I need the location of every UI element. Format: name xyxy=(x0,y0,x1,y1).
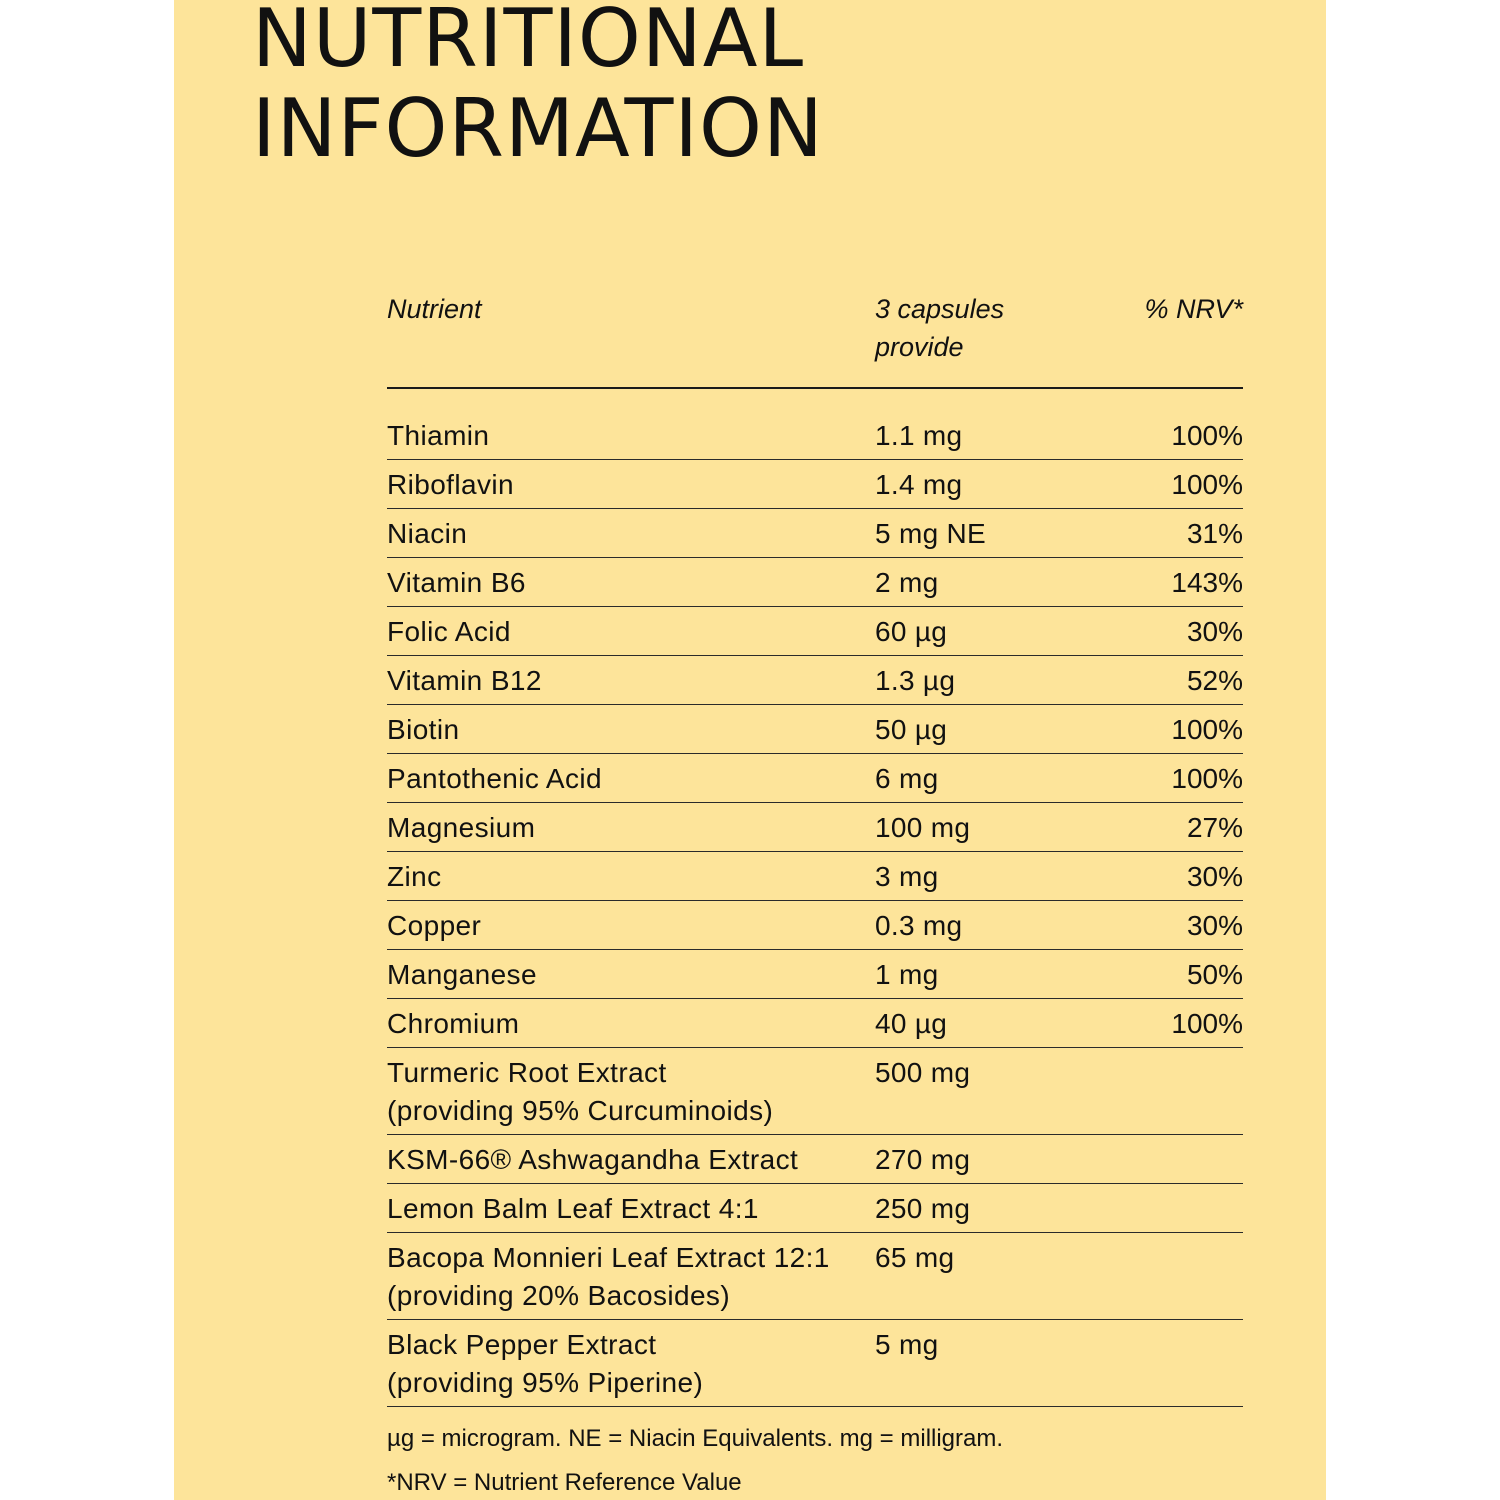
nutrient-amount: 60 µg xyxy=(875,616,948,647)
nutrient-name-cell xyxy=(387,809,875,847)
table-row xyxy=(387,411,1243,460)
table-row xyxy=(387,1320,1243,1407)
nutrient-name-cell xyxy=(387,1190,875,1228)
table-row xyxy=(387,852,1243,901)
nutrient-name: Chromium xyxy=(387,1008,520,1039)
nutrient-name: Riboflavin xyxy=(387,469,514,500)
page-title xyxy=(252,0,824,174)
nutrient-name: Turmeric Root Extract xyxy=(387,1057,667,1088)
nutrient-name-cell xyxy=(387,466,875,504)
nutrient-nrv: 100% xyxy=(1171,714,1243,745)
nutrient-name: Black Pepper Extract xyxy=(387,1329,657,1360)
nutrient-nrv: 100% xyxy=(1171,763,1243,794)
nutrient-amount: 6 mg xyxy=(875,763,939,794)
nutrient-nrv: 100% xyxy=(1171,469,1243,500)
nutrient-amount: 40 µg xyxy=(875,1008,948,1039)
nutrient-nrv: 27% xyxy=(1186,812,1243,843)
nutrient-name-cell xyxy=(387,662,875,700)
nutrient-name: Zinc xyxy=(387,861,442,892)
nutrient-name: Niacin xyxy=(387,518,468,549)
nutrient-amount: 1 mg xyxy=(875,959,939,990)
table-row xyxy=(387,656,1243,705)
table-row xyxy=(387,705,1243,754)
nutrient-name-cell xyxy=(387,613,875,651)
nutrient-nrv: 100% xyxy=(1171,420,1243,451)
nutrient-name-cell xyxy=(387,956,875,994)
nutrient-subtext: (providing 95% Piperine) xyxy=(387,1367,704,1398)
nutrient-name: Magnesium xyxy=(387,812,536,843)
table-row xyxy=(387,803,1243,852)
nutrient-nrv: 30% xyxy=(1186,616,1243,647)
nutrient-amount: 2 mg xyxy=(875,567,939,598)
footnotes xyxy=(387,1417,1243,1500)
nutrient-amount: 50 µg xyxy=(875,714,948,745)
nutrient-subtext: (providing 95% Curcuminoids) xyxy=(387,1095,774,1126)
table-row xyxy=(387,901,1243,950)
nutrient-name: KSM-66® Ashwagandha Extract xyxy=(387,1144,799,1175)
nutrient-nrv: 52% xyxy=(1186,665,1243,696)
nutrient-name-cell xyxy=(387,1005,875,1043)
header-amount-line-2: provide xyxy=(875,332,964,362)
nutrient-name-cell xyxy=(387,711,875,749)
nutrient-name: Biotin xyxy=(387,714,460,745)
nutrient-name-cell xyxy=(387,858,875,896)
table-header xyxy=(387,290,1243,389)
footnote-nrv: *NRV = Nutrient Reference Value xyxy=(387,1469,742,1496)
table-row xyxy=(387,999,1243,1048)
nutrient-name-cell xyxy=(387,1326,875,1402)
nutrient-name-cell xyxy=(387,1054,875,1130)
nutrient-name: Lemon Balm Leaf Extract 4:1 xyxy=(387,1193,759,1224)
nutrient-name: Vitamin B6 xyxy=(387,567,526,598)
nutrient-name-cell xyxy=(387,515,875,553)
nutrient-nrv: 30% xyxy=(1186,910,1243,941)
header-amount xyxy=(875,290,1097,366)
nutrient-nrv: 30% xyxy=(1186,861,1243,892)
nutrient-name: Vitamin B12 xyxy=(387,665,542,696)
header-nutrient: Nutrient xyxy=(387,294,482,324)
table-row xyxy=(387,1184,1243,1233)
nutrient-amount: 270 mg xyxy=(875,1144,971,1175)
nutrient-amount: 3 mg xyxy=(875,861,939,892)
title-line-1: NUTRITIONAL xyxy=(252,0,805,85)
header-nrv: % NRV* xyxy=(1144,294,1243,324)
table-row xyxy=(387,607,1243,656)
footnote-units: µg = microgram. NE = Niacin Equivalents. mg = milligram. xyxy=(387,1425,1004,1452)
nutrient-amount: 5 mg NE xyxy=(875,518,987,549)
table-row xyxy=(387,1233,1243,1320)
nutrient-name: Folic Acid xyxy=(387,616,511,647)
table-row xyxy=(387,509,1243,558)
table-row xyxy=(387,950,1243,999)
nutrient-name: Manganese xyxy=(387,959,537,990)
nutrient-name: Pantothenic Acid xyxy=(387,763,602,794)
nutrient-amount: 500 mg xyxy=(875,1057,971,1088)
table-row xyxy=(387,1048,1243,1135)
table-row xyxy=(387,558,1243,607)
table-row xyxy=(387,754,1243,803)
nutrient-name: Copper xyxy=(387,910,482,941)
nutrient-name-cell xyxy=(387,564,875,602)
nutrient-amount: 65 mg xyxy=(875,1242,955,1273)
table-row xyxy=(387,460,1243,509)
nutrient-amount: 5 mg xyxy=(875,1329,939,1360)
nutrient-nrv: 31% xyxy=(1186,518,1243,549)
nutrient-amount: 0.3 mg xyxy=(875,910,963,941)
nutrient-name: Thiamin xyxy=(387,420,490,451)
header-amount-line-1: 3 capsules xyxy=(875,294,1005,324)
nutrient-amount: 1.1 mg xyxy=(875,420,963,451)
nutrient-name-cell xyxy=(387,760,875,798)
title-line-2: INFORMATION xyxy=(252,82,824,175)
nutrient-name-cell xyxy=(387,417,875,455)
nutrition-table xyxy=(387,290,1243,1500)
nutrient-name: Bacopa Monnieri Leaf Extract 12:1 xyxy=(387,1242,830,1273)
table-row xyxy=(387,1135,1243,1184)
nutrient-amount: 250 mg xyxy=(875,1193,971,1224)
nutrient-nrv: 50% xyxy=(1186,959,1243,990)
nutrition-panel xyxy=(174,0,1326,1500)
nutrient-amount: 100 mg xyxy=(875,812,971,843)
nutrient-amount: 1.4 mg xyxy=(875,469,963,500)
nutrient-name-cell xyxy=(387,907,875,945)
nutrient-nrv: 100% xyxy=(1171,1008,1243,1039)
nutrient-name-cell xyxy=(387,1239,875,1315)
nutrient-name-cell xyxy=(387,1141,875,1179)
nutrient-subtext: (providing 20% Bacosides) xyxy=(387,1280,731,1311)
table-body xyxy=(387,411,1243,1407)
nutrient-amount: 1.3 µg xyxy=(875,665,956,696)
nutrient-nrv: 143% xyxy=(1171,567,1243,598)
